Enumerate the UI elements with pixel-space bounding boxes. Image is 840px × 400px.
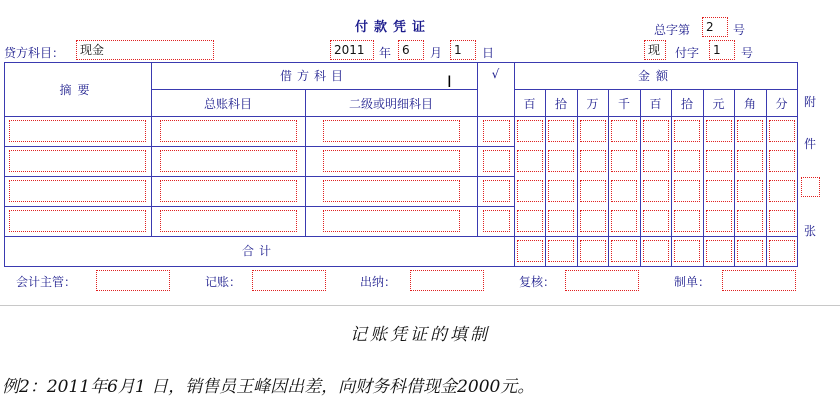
summary-header: 摘要	[59, 83, 96, 97]
maker-label: 制单：	[674, 275, 711, 289]
grid-line	[577, 89, 578, 267]
digit-header-ten-million: 拾	[554, 97, 567, 111]
credit-account-input[interactable]: 现金	[76, 40, 214, 60]
amount-digit-input[interactable]	[706, 120, 732, 142]
debit-account-header: 借方科目	[279, 69, 348, 83]
year-input[interactable]: 2011	[330, 40, 374, 60]
amount-digit-input[interactable]	[548, 120, 574, 142]
grid-line	[4, 116, 798, 117]
grid-line	[734, 89, 735, 267]
total-digit-input[interactable]	[611, 240, 637, 262]
check-input[interactable]	[483, 150, 510, 172]
example-text: 例2：2011年6月1 日，销售员王峰因出差，向财务科借现金2000元。	[2, 377, 535, 397]
fu-no-input[interactable]: 1	[709, 40, 735, 60]
attachment-char-fu: 附	[804, 95, 817, 109]
total-no-label: 总字第	[654, 23, 691, 37]
digit-header-jiao: 角	[743, 97, 756, 111]
digit-header-ten: 拾	[680, 97, 693, 111]
check-header: √	[491, 67, 500, 81]
general-ledger-input[interactable]	[160, 150, 297, 172]
amount-digit-input[interactable]	[517, 150, 543, 172]
amount-digit-input[interactable]	[737, 150, 763, 172]
grid-line	[4, 146, 514, 147]
month-label: 月	[430, 46, 443, 60]
amount-digit-input[interactable]	[737, 180, 763, 202]
check-input[interactable]	[483, 120, 510, 142]
voucher-type-input[interactable]: 现	[644, 40, 666, 60]
bookkeeper-label: 记账：	[205, 275, 242, 289]
amount-digit-input[interactable]	[580, 210, 606, 232]
total-digit-input[interactable]	[580, 240, 606, 262]
check-input[interactable]	[483, 180, 510, 202]
grid-line	[766, 89, 767, 267]
sub-ledger-input[interactable]	[323, 210, 460, 232]
voucher-title: 付款凭证	[355, 20, 432, 35]
amount-digit-input[interactable]	[674, 210, 700, 232]
grid-line	[514, 89, 798, 90]
grid-line	[477, 62, 478, 236]
grid-line	[4, 176, 514, 177]
general-ledger-input[interactable]	[160, 120, 297, 142]
grid-line	[671, 89, 672, 267]
total-digit-input[interactable]	[517, 240, 543, 262]
credit-account-label: 贷方科目：	[4, 46, 65, 60]
sub-ledger-input[interactable]	[323, 180, 460, 202]
digit-header-thousand: 千	[617, 97, 630, 111]
cashier-label: 出纳：	[360, 275, 397, 289]
amount-header: 金额	[637, 69, 674, 83]
amount-digit-input[interactable]	[706, 180, 732, 202]
total-digit-input[interactable]	[674, 240, 700, 262]
reviewer-input[interactable]	[565, 270, 639, 291]
amount-digit-input[interactable]	[737, 210, 763, 232]
total-label: 合计	[241, 244, 276, 258]
amount-digit-input[interactable]	[706, 150, 732, 172]
text-cursor-icon: I	[447, 72, 452, 91]
sub-ledger-input[interactable]	[323, 120, 460, 142]
cashier-input[interactable]	[410, 270, 484, 291]
amount-digit-input[interactable]	[737, 120, 763, 142]
summary-input[interactable]	[9, 210, 146, 232]
amount-digit-input[interactable]	[611, 120, 637, 142]
amount-digit-input[interactable]	[517, 180, 543, 202]
total-no-hao: 号	[733, 23, 746, 37]
total-digit-input[interactable]	[737, 240, 763, 262]
attachment-char-zhang: 张	[804, 224, 817, 238]
attachment-char-jian: 件	[804, 137, 817, 151]
amount-digit-input[interactable]	[674, 120, 700, 142]
amount-digit-input[interactable]	[517, 210, 543, 232]
amount-digit-input[interactable]	[769, 150, 795, 172]
total-digit-input[interactable]	[643, 240, 669, 262]
general-ledger-header: 总账科目	[203, 97, 252, 111]
amount-digit-input[interactable]	[674, 180, 700, 202]
summary-input[interactable]	[9, 180, 146, 202]
grid-line	[797, 62, 798, 267]
grid-line	[514, 62, 515, 267]
general-ledger-input[interactable]	[160, 180, 297, 202]
digit-header-ten-thousand: 万	[586, 97, 599, 111]
amount-digit-input[interactable]	[769, 210, 795, 232]
summary-input[interactable]	[9, 120, 146, 142]
general-ledger-input[interactable]	[160, 210, 297, 232]
amount-digit-input[interactable]	[517, 120, 543, 142]
day-input[interactable]: 1	[450, 40, 476, 60]
grid-line	[151, 62, 152, 236]
check-input[interactable]	[483, 210, 510, 232]
amount-digit-input[interactable]	[580, 150, 606, 172]
grid-line	[4, 206, 514, 207]
maker-input[interactable]	[722, 270, 796, 291]
grid-line	[640, 89, 641, 267]
amount-digit-input[interactable]	[548, 150, 574, 172]
supervisor-label: 会计主管：	[16, 275, 77, 289]
amount-digit-input[interactable]	[769, 180, 795, 202]
amount-digit-input[interactable]	[643, 210, 669, 232]
sub-ledger-header: 二级或明细科目	[348, 97, 433, 111]
sub-ledger-input[interactable]	[323, 150, 460, 172]
amount-digit-input[interactable]	[580, 120, 606, 142]
total-no-input[interactable]: 2	[702, 17, 728, 37]
total-digit-input[interactable]	[548, 240, 574, 262]
amount-digit-input[interactable]	[643, 120, 669, 142]
total-digit-input[interactable]	[769, 240, 795, 262]
reviewer-label: 复核：	[519, 275, 556, 289]
grid-line	[4, 236, 798, 237]
amount-digit-input[interactable]	[706, 210, 732, 232]
amount-digit-input[interactable]	[611, 210, 637, 232]
grid-line	[608, 89, 609, 267]
summary-input[interactable]	[9, 150, 146, 172]
attachment-count-input[interactable]	[801, 177, 820, 197]
amount-digit-input[interactable]	[674, 150, 700, 172]
grid-line	[703, 89, 704, 267]
grid-line	[151, 89, 477, 90]
grid-line	[545, 89, 546, 267]
digit-header-yuan: 元	[712, 97, 725, 111]
month-input[interactable]: 6	[398, 40, 424, 60]
amount-digit-input[interactable]	[611, 180, 637, 202]
digit-header-hundred-million: 百	[523, 97, 536, 111]
total-digit-input[interactable]	[706, 240, 732, 262]
amount-digit-input[interactable]	[643, 150, 669, 172]
amount-digit-input[interactable]	[548, 180, 574, 202]
amount-digit-input[interactable]	[643, 180, 669, 202]
lecture-caption: 记账凭证的填制	[350, 325, 490, 345]
bookkeeper-input[interactable]	[252, 270, 326, 291]
day-label: 日	[482, 46, 495, 60]
fu-no-hao: 号	[741, 46, 754, 60]
year-label: 年	[379, 46, 392, 60]
section-divider	[0, 305, 840, 306]
amount-digit-input[interactable]	[611, 150, 637, 172]
fu-zi-label: 付字	[675, 46, 700, 60]
supervisor-input[interactable]	[96, 270, 170, 291]
amount-digit-input[interactable]	[548, 210, 574, 232]
amount-digit-input[interactable]	[580, 180, 606, 202]
digit-header-fen: 分	[775, 97, 788, 111]
digit-header-hundred: 百	[649, 97, 662, 111]
amount-digit-input[interactable]	[769, 120, 795, 142]
